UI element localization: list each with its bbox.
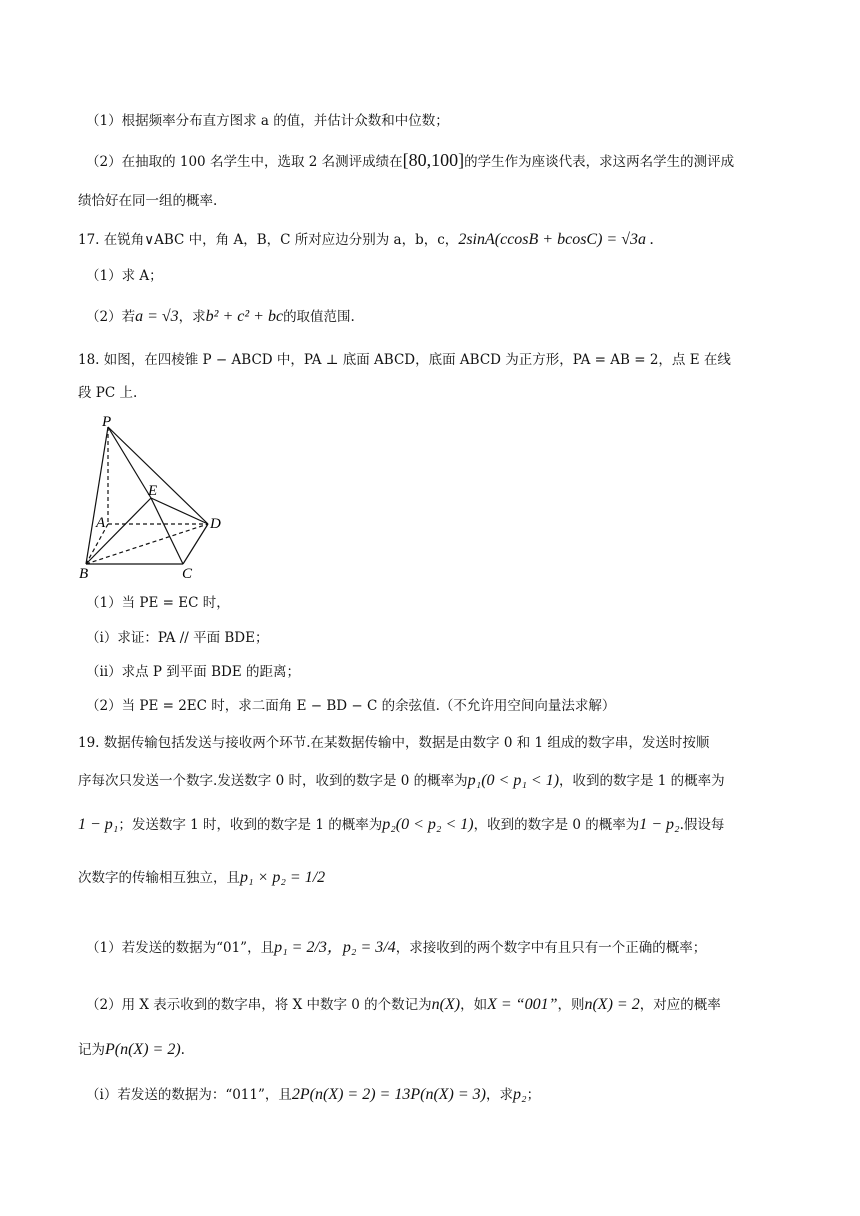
text: （2）在抽取的 100 名学生中，选取 2 名测评成绩在: [86, 154, 403, 170]
product-condition: p₁ × p₂ = 1/2: [240, 869, 326, 886]
text: ，如: [460, 997, 488, 1013]
m: n(X): [431, 996, 461, 1013]
q18-part2: （2）当 PE = 2EC 时，求二面角 E − BD − C 的余弦值.（不允许用空间向量法求解）: [86, 698, 616, 714]
m: P(n(X) = 2): [105, 1041, 181, 1058]
m: X = “001”: [487, 996, 558, 1013]
m: n(X) = 2: [584, 996, 640, 1013]
pyramid-figure: [70, 412, 240, 584]
q19-line4: [78, 868, 325, 888]
p1-range: p₁(0 < p₁ < 1): [467, 772, 560, 789]
q16-part2-line1: [86, 150, 734, 172]
cond: a = √3: [135, 308, 179, 325]
q17-part1: （1）求 A；: [86, 268, 163, 284]
q18-part1-ii: （ⅱ）求点 P 到平面 BDE 的距离；: [86, 664, 300, 680]
q19-line3: [78, 815, 724, 835]
label-D: D: [210, 516, 221, 532]
text: （ⅰ）若发送的数据为：“011”，且: [86, 1087, 292, 1103]
text: ，求接收到的两个数字中有且只有一个正确的概率；: [395, 940, 707, 956]
interval: [80,100]: [402, 150, 465, 170]
label-P: P: [102, 414, 112, 430]
text: ；: [526, 1087, 541, 1103]
q16-part1: （1）根据频率分布直方图求 a 的值，并估计众数和中位数；: [86, 113, 449, 129]
q19-line1: 19. 数据传输包括发送与接收两个环节.在某数据传输中，数据是由数字 0 和 1 组成的数字串，发送时按顺: [78, 735, 710, 751]
m: 1 − p₂: [639, 816, 680, 833]
text: ，收到的数字是 0 的概率为: [473, 817, 640, 833]
q19-part2-line1: [86, 995, 721, 1015]
text: ，求: [486, 1087, 513, 1103]
text: 记为: [78, 1042, 105, 1058]
text: （1）若发送的数据为“01”，且: [86, 940, 275, 956]
text: ，求: [178, 309, 206, 325]
text: 的取值范围.: [283, 309, 355, 325]
p2-range: p₂(0 < p₂ < 1): [382, 816, 474, 833]
q19-part1: [86, 938, 706, 958]
text: ；发送数字 1 时，收到的数字是 1 的概率为: [118, 817, 383, 833]
m: 1 − p₁: [78, 816, 119, 833]
text: ，则: [557, 997, 585, 1013]
q19-part2-i: [86, 1085, 540, 1105]
text: 的学生作为座谈代表，求这两名学生的测评成: [464, 154, 735, 170]
label-B: B: [79, 566, 89, 582]
text: （2）若: [86, 309, 136, 325]
text: 序每次只发送一个数字.发送数字 0 时，收到的数字是 0 的概率为: [78, 773, 468, 789]
q18-part1-i: （ⅰ）求证：PA // 平面 BDE；: [86, 630, 269, 646]
text: （2）用 X 表示收到的数字串，将 X 中数字 0 的个数记为: [86, 997, 432, 1013]
q18-stem-line2: 段 PC 上.: [78, 385, 138, 401]
label-E: E: [148, 483, 158, 499]
q19-part2-line2: 记为P(n(X) = 2).: [78, 1041, 185, 1058]
text: .假设每: [679, 817, 725, 833]
text: ，收到的数字是 1 的概率为: [559, 773, 725, 789]
q16-part2-line2: 绩恰好在同一组的概率.: [78, 193, 218, 209]
q17-equation: 2sinA(ccosB + bcosC) = √3a .: [458, 231, 654, 248]
q18-part1: （1）当 PE = EC 时，: [86, 595, 230, 611]
label-A: A: [96, 515, 106, 531]
expr: b² + c² + bc: [205, 308, 284, 325]
q17-stem-text: 17. 在锐角∨ABC 中，角 A，B，C 所对应边分别为 a，b，c，: [78, 232, 459, 248]
label-C: C: [182, 566, 193, 582]
q17-part2: [86, 307, 355, 327]
q17-stem: [78, 230, 654, 250]
q18-stem-line1: 18. 如图，在四棱锥 P − ABCD 中，PA ⊥ 底面 ABCD，底面 ABCD 为正方形，PA = AB = 2，点 E 在线: [78, 352, 731, 368]
given-values: p₁ = 2/3，p₂ = 3/4: [274, 939, 396, 956]
q19-line2: [78, 771, 725, 791]
m: p₂: [513, 1086, 527, 1103]
text: 次数字的传输相互独立，且: [78, 870, 240, 886]
text: ，对应的概率: [639, 997, 721, 1013]
m: 2P(n(X) = 2) = 13P(n(X) = 3): [291, 1086, 486, 1103]
